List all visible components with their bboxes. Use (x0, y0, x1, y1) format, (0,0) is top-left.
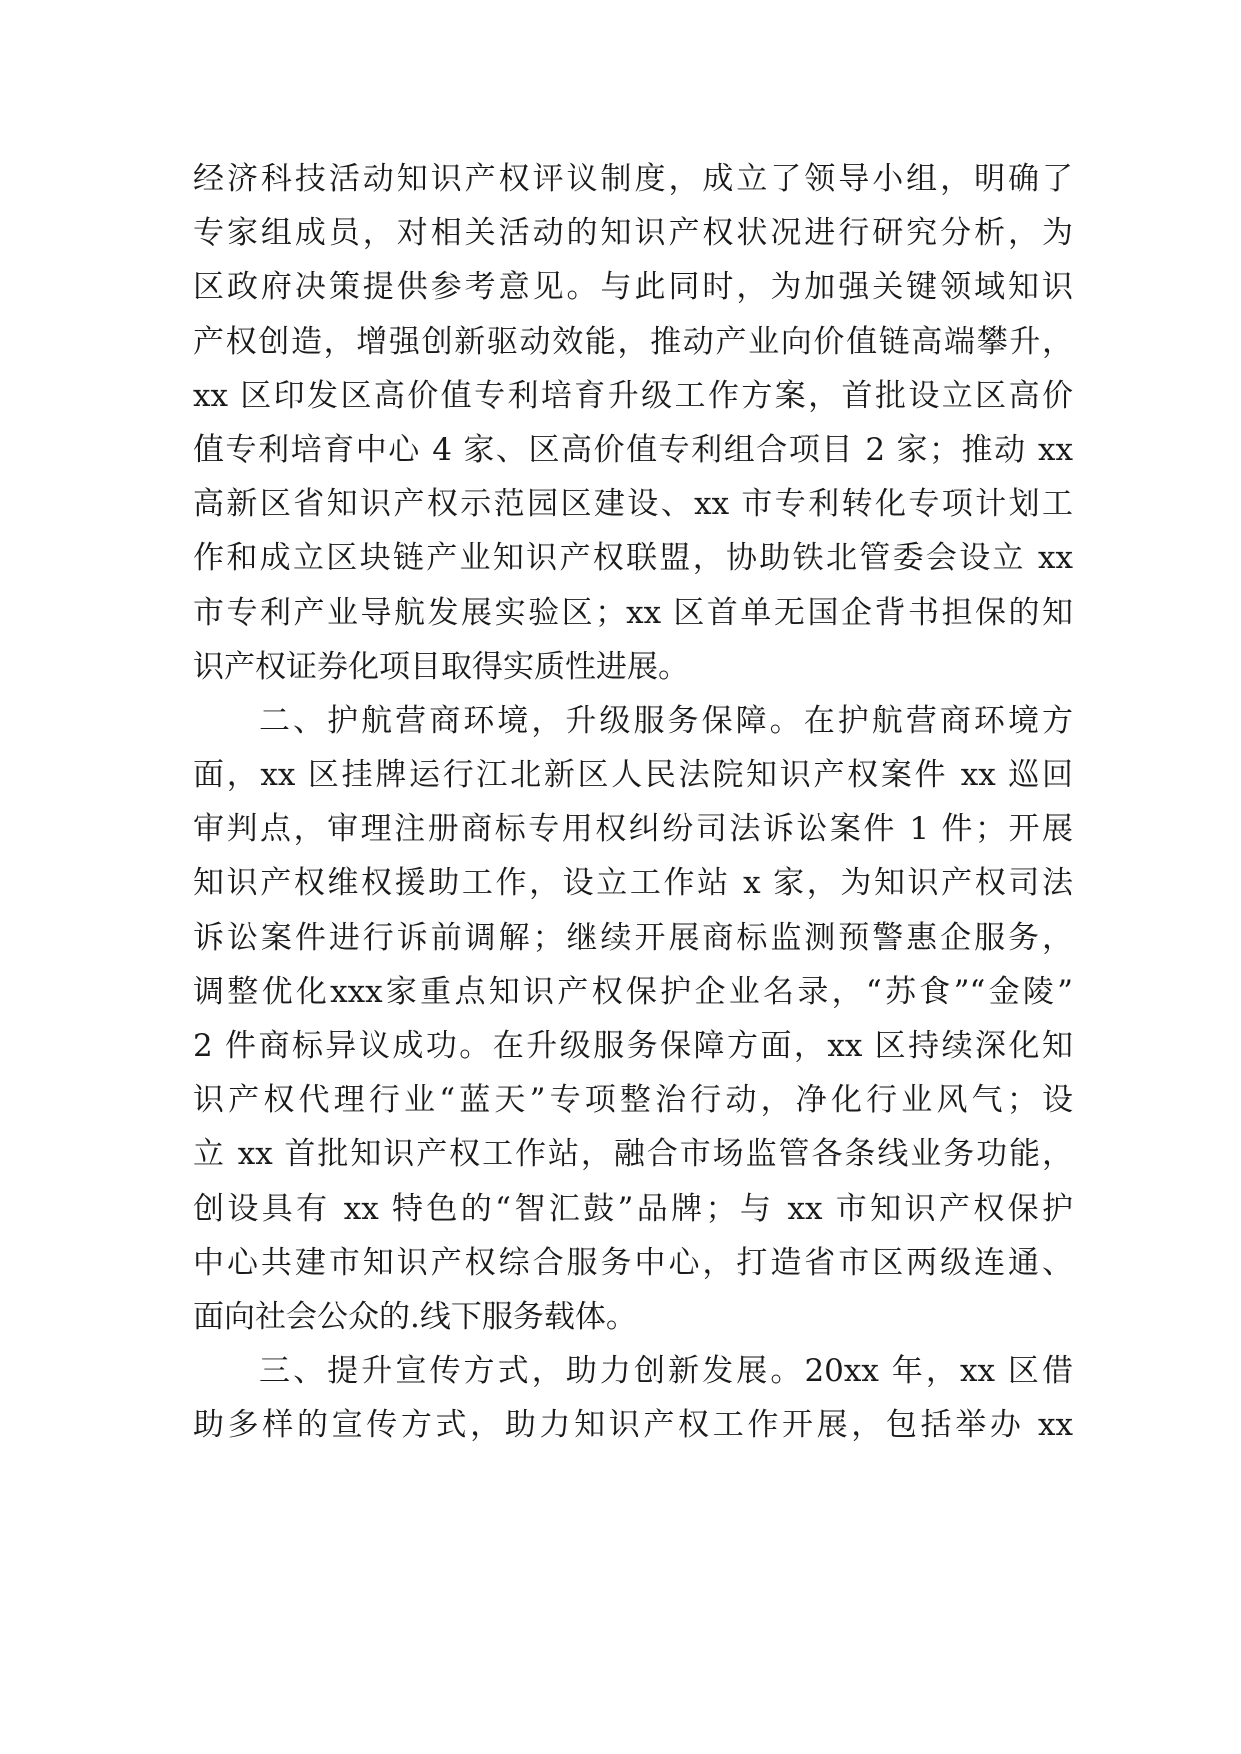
text-line: 作和成立区块链产业知识产权联盟，协助铁北管委会设立 xx (193, 540, 1073, 577)
text-line: 值专利培育中心 4 家、区高价值专利组合项目 2 家；推动 xx (193, 431, 1073, 468)
text-line: 调整优化xxx家重点知识产权保护企业名录，“苏食”“金陵” (193, 973, 1073, 1010)
text-line: 区政府决策提供参考意见。与此同时，为加强关键领域知识 (193, 269, 1073, 306)
text-line: 市专利产业导航发展实验区；xx 区首单无国企背书担保的知 (193, 594, 1073, 631)
section-heading-line: 三、提升宣传方式，助力创新发展。20xx 年，xx 区借 (259, 1353, 1073, 1390)
document-body (193, 152, 1073, 1453)
text-line: 助多样的宣传方式，助力知识产权工作开展，包括举办 xx (193, 1407, 1073, 1444)
text-line: xx 区印发区高价值专利培育升级工作方案，首批设立区高价 (193, 377, 1073, 414)
section-heading-line: 二、护航营商环境，升级服务保障。在护航营商环境方 (259, 702, 1073, 739)
text-line: 产权创造，增强创新驱动效能，推动产业向价值链高端攀升， (193, 323, 1073, 360)
paragraph-end-line: 识产权证券化项目取得实质性进展。 (193, 648, 689, 685)
text-line: 经济科技活动知识产权评议制度，成立了领导小组，明确了 (193, 161, 1073, 197)
text-line: 知识产权维权援助工作，设立工作站 x 家，为知识产权司法 (193, 865, 1073, 902)
text-line: 立 xx 首批知识产权工作站，融合市场监管各条线业务功能， (193, 1136, 1073, 1173)
text-line: 专家组成员，对相关活动的知识产权状况进行研究分析，为 (193, 215, 1073, 252)
text-line: 审判点，审理注册商标专用权纠纷司法诉讼案件 1 件；开展 (193, 811, 1073, 848)
text-line: 中心共建市知识产权综合服务中心，打造省市区两级连通、 (193, 1244, 1073, 1281)
text-line: 2 件商标异议成功。在升级服务保障方面，xx 区持续深化知 (193, 1028, 1073, 1064)
paragraph-end-line: 面向社会公众的.线下服务载体。 (193, 1298, 637, 1335)
text-line: 面，xx 区挂牌运行江北新区人民法院知识产权案件 xx 巡回 (193, 757, 1073, 794)
text-line: 识产权代理行业“蓝天”专项整治行动，净化行业风气；设 (193, 1082, 1073, 1119)
text-line: 高新区省知识产权示范园区建设、xx 市专利转化专项计划工 (193, 486, 1073, 523)
text-line: 诉讼案件进行诉前调解；继续开展商标监测预警惠企服务， (193, 919, 1073, 956)
text-line: 创设具有 xx 特色的“智汇鼓”品牌；与 xx 市知识产权保护 (193, 1190, 1073, 1227)
